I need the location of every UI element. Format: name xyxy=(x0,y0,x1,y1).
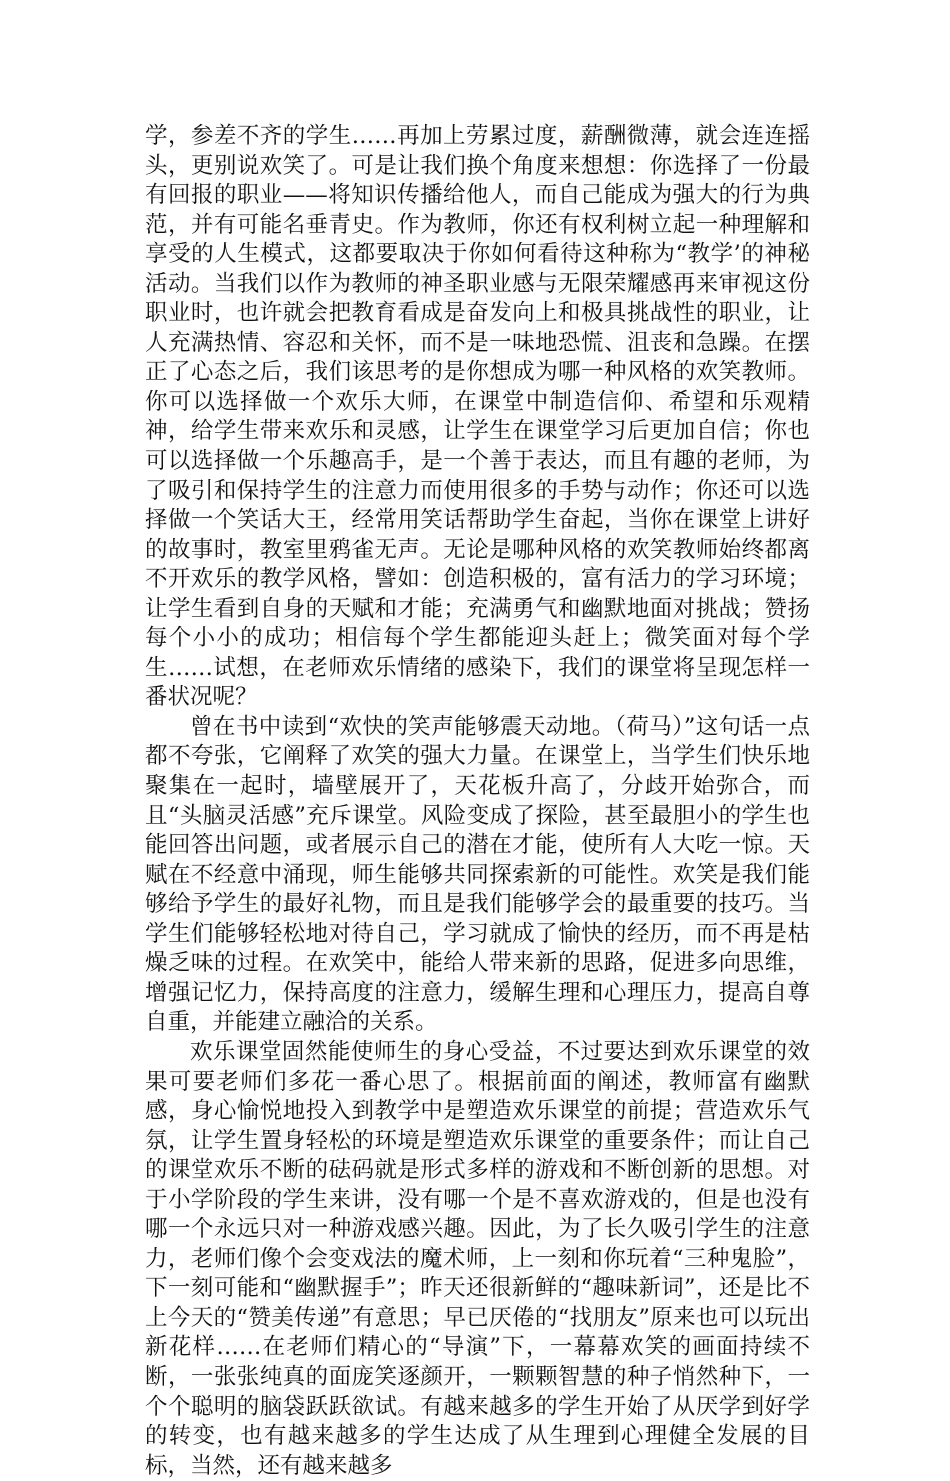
paragraph-1: 学，参差不齐的学生……再加上劳累过度，薪酬微薄，就会连连摇头，更别说欢笑了。可是让我们换个角度来想想：你选择了一份最有回报的职业——将知识传播给他人，而自己能成为强大的行为典范，并有可能名垂青史。作为教师，你还有权利树立起一种理解和享受的人生模式，这都要取决于你如何看待这种称为“教学’的神秘活动。当我们以作为教师的神圣职业感与无限荣耀感再来审视这份职业时，也许就会把教育看成是奋发向上和极具挑战性的职业，让人充满热情、容忍和关怀，而不是一味地恐慌、沮丧和急躁。在摆正了心态之后，我们该思考的是你想成为哪一种风格的欢笑教师。你可以选择做一个欢乐大师，在课堂中制造信仰、希望和乐观精神，给学生带来欢乐和灵感，让学生在课堂学习后更加自信；你也可以选择做一个乐趣高手，是一个善于表达，而且有趣的老师，为了吸引和保持学生的注意力而使用很多的手势与动作；你还可以选择做一个笑话大王，经常用笑话帮助学生奋起，当你在课堂上讲好的故事时，教室里鸦雀无声。无论是哪种风格的欢笑教师始终都离不开欢乐的教学风格，譬如：创造积极的，富有活力的学习环境；让学生看到自身的天赋和才能；充满勇气和幽默地面对挑战；赞扬每个小小的成功；相信每个学生都能迎头赶上；微笑面对每个学生……试想，在老师欢乐情绪的感染下，我们的课堂将呈现怎样一番状况呢？ xyxy=(145,123,810,711)
paragraph-2: 曾在书中读到“欢快的笑声能够震天动地。（荷马）”这句话一点都不夸张，它阐释了欢笑的强大力量。在课堂上，当学生们快乐地聚集在一起时，墙壁展开了，天花板升高了，分歧开始弥合，而且“头脑灵活感”充斥课堂。风险变成了探险，甚至最胆小的学生也能回答出问题，或者展示自己的潜在才能，使所有人大吃一惊。天赋在不经意中涌现，师生能够共同探索新的可能性。欢笑是我们能够给予学生的最好礼物，而且是我们能够学会的最重要的技巧。当学生们能够轻松地对待自己，学习就成了愉快的经历，而不再是枯燥乏味的过程。在欢笑中，能给人带来新的思路，促进多向思维，增强记忆力，保持高度的注意力，缓解生理和心理压力，提高自尊自重，并能建立融洽的关系。 xyxy=(145,713,810,1036)
document-page xyxy=(145,122,810,1481)
paragraph-3: 欢乐课堂固然能使师生的身心受益，不过要达到欢乐课堂的效果可要老师们多花一番心思了。根据前面的阐述，教师富有幽默感，身心愉悦地投入到教学中是塑造欢乐课堂的前提；营造欢乐气氛，让学生置身轻松的环境是塑造欢乐课堂的重要条件；而让自己的课堂欢乐不断的砝码就是形式多样的游戏和不断创新的思想。对于小学阶段的学生来讲，没有哪一个是不喜欢游戏的，但是也没有哪一个永远只对一种游戏感兴趣。因此，为了长久吸引学生的注意力，老师们像个会变戏法的魔术师，上一刻和你玩着“三种鬼脸”，下一刻可能和“幽默握手”；昨天还很新鲜的“趣味新词”，还是比不上今天的“赞美传递”有意思；早已厌倦的“找朋友”原来也可以玩出新花样……在老师们精心的“导演”下，一幕幕欢笑的画面持续不断，一张张纯真的面庞笑逐颜开，一颗颗智慧的种子悄然种下，一个个聪明的脑袋跃跃欲试。有越来越多的学生开始了从厌学到好学的转变，也有越来越多的学生达成了从生理到心理健全发展的目标，当然，还有越来越多 xyxy=(145,1038,810,1479)
